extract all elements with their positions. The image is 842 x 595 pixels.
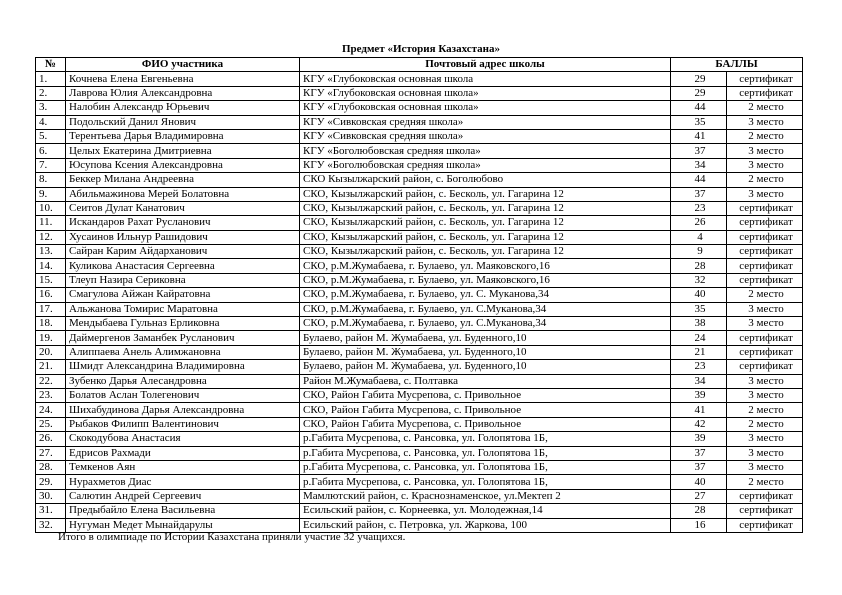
result-value: 3 место — [727, 317, 803, 331]
school-address: СКО, р.М.Жумабаева, г. Булаево, ул. С.Муканова,34 — [300, 317, 671, 331]
participant-name: Куликова Анастасия Сергеевна — [66, 259, 300, 273]
result-value: 3 место — [727, 187, 803, 201]
school-address: СКО, Кызылжарский район, с. Бесколь, ул. Гагарина 12 — [300, 187, 671, 201]
table-row — [36, 72, 803, 86]
result-value: сертификат — [727, 259, 803, 273]
table-row — [36, 158, 803, 172]
school-address: Булаево, район М. Жумабаева, ул. Буденного,10 — [300, 345, 671, 359]
result-value: сертификат — [727, 230, 803, 244]
participant-name: Салютин Андрей Сергеевич — [66, 489, 300, 503]
row-number: 13. — [36, 245, 66, 259]
school-address: р.Габита Мусрепова, с. Рансовка, ул. Голопятова 1Б, — [300, 446, 671, 460]
result-value: 3 место — [727, 158, 803, 172]
row-number: 20. — [36, 345, 66, 359]
participant-name: Мендыбаева Гульназ Ерликовна — [66, 317, 300, 331]
row-number: 15. — [36, 273, 66, 287]
table-row — [36, 388, 803, 402]
row-number: 16. — [36, 288, 66, 302]
school-address: р.Габита Мусрепова, с. Рансовка, ул. Голопятова 1Б, — [300, 432, 671, 446]
participant-name: Смагулова Айжан Кайратовна — [66, 288, 300, 302]
row-number: 6. — [36, 144, 66, 158]
score-value: 37 — [671, 446, 727, 460]
participant-name: Сайран Карим Айдарханович — [66, 245, 300, 259]
table-row — [36, 273, 803, 287]
score-value: 44 — [671, 101, 727, 115]
table-row — [36, 374, 803, 388]
school-address: Булаево, район М. Жумабаева, ул. Буденного,10 — [300, 360, 671, 374]
table-row — [36, 446, 803, 460]
table-row — [36, 417, 803, 431]
school-address: КГУ «Боголюбовская средняя школа» — [300, 144, 671, 158]
score-value: 32 — [671, 273, 727, 287]
participant-name: Скокодубова Анастасия — [66, 432, 300, 446]
school-address: КГУ «Глубоковская основная школа» — [300, 86, 671, 100]
table-row — [36, 245, 803, 259]
result-value: сертификат — [727, 72, 803, 86]
row-number: 7. — [36, 158, 66, 172]
participant-name: Абильмажинова Мерей Болатовна — [66, 187, 300, 201]
table-row — [36, 144, 803, 158]
score-value: 4 — [671, 230, 727, 244]
row-number: 11. — [36, 216, 66, 230]
participant-name: Алиппаева Анель Алимжановна — [66, 345, 300, 359]
table-row — [36, 360, 803, 374]
school-address: КГУ «Сивковская средняя школа» — [300, 129, 671, 143]
table-row — [36, 230, 803, 244]
table-row — [36, 173, 803, 187]
score-value: 26 — [671, 216, 727, 230]
participant-name: Кочнева Елена Евгеньевна — [66, 72, 300, 86]
header-address: Почтовый адрес школы — [300, 58, 671, 72]
result-value: 2 место — [727, 101, 803, 115]
school-address: СКО, р.М.Жумабаева, г. Булаево, ул. Маяковского,16 — [300, 259, 671, 273]
row-number: 26. — [36, 432, 66, 446]
school-address: КГУ «Сивковская средняя школа» — [300, 115, 671, 129]
header-num: № — [36, 58, 66, 72]
row-number: 27. — [36, 446, 66, 460]
participant-name: Шихабудинова Дарья Александровна — [66, 403, 300, 417]
result-value: сертификат — [727, 489, 803, 503]
result-value: сертификат — [727, 201, 803, 215]
score-value: 23 — [671, 360, 727, 374]
school-address: Мамлютский район, с. Краснознаменское, ул.Мектеп 2 — [300, 489, 671, 503]
school-address: Есильский район, с. Петровка, ул. Жаркова, 100 — [300, 518, 671, 532]
score-value: 34 — [671, 158, 727, 172]
school-address: КГУ «Глубоковская основная школа» — [300, 101, 671, 115]
table-row — [36, 101, 803, 115]
table-row — [36, 129, 803, 143]
participant-name: Лаврова Юлия Александровна — [66, 86, 300, 100]
header-name: ФИО участника — [66, 58, 300, 72]
school-address: р.Габита Мусрепова, с. Рансовка, ул. Голопятова 1Б, — [300, 460, 671, 474]
row-number: 23. — [36, 388, 66, 402]
school-address: СКО Кызылжарский район, с. Боголюбово — [300, 173, 671, 187]
footer-summary: Итого в олимпиаде по Истории Казахстана приняли участие 32 учащихся. — [58, 531, 406, 543]
table-header-row — [36, 58, 803, 72]
table-row — [36, 403, 803, 417]
table-row — [36, 331, 803, 345]
participant-name: Альжанова Томирис Маратовна — [66, 302, 300, 316]
score-value: 37 — [671, 144, 727, 158]
participant-name: Тлеуп Назира Сериковна — [66, 273, 300, 287]
table-row — [36, 187, 803, 201]
result-value: 2 место — [727, 417, 803, 431]
row-number: 12. — [36, 230, 66, 244]
results-table — [35, 57, 803, 533]
participant-name: Подольский Данил Янович — [66, 115, 300, 129]
row-number: 30. — [36, 489, 66, 503]
result-value: сертификат — [727, 331, 803, 345]
result-value: сертификат — [727, 360, 803, 374]
result-value: сертификат — [727, 245, 803, 259]
result-value: 3 место — [727, 115, 803, 129]
score-value: 23 — [671, 201, 727, 215]
score-value: 34 — [671, 374, 727, 388]
participant-name: Хусаинов Ильнур Рашидович — [66, 230, 300, 244]
score-value: 40 — [671, 475, 727, 489]
row-number: 19. — [36, 331, 66, 345]
participant-name: Искандаров Рахат Русланович — [66, 216, 300, 230]
result-value: 3 место — [727, 302, 803, 316]
table-row — [36, 432, 803, 446]
participant-name: Нугуман Медет Мынайдарулы — [66, 518, 300, 532]
row-number: 10. — [36, 201, 66, 215]
result-value: 2 место — [727, 129, 803, 143]
row-number: 29. — [36, 475, 66, 489]
row-number: 5. — [36, 129, 66, 143]
school-address: КГУ «Глубоковская основная школа — [300, 72, 671, 86]
score-value: 21 — [671, 345, 727, 359]
school-address: Есильский район, с. Корнеевка, ул. Молодежная,14 — [300, 504, 671, 518]
score-value: 29 — [671, 86, 727, 100]
table-row — [36, 201, 803, 215]
score-value: 35 — [671, 115, 727, 129]
school-address: Булаево, район М. Жумабаева, ул. Буденного,10 — [300, 331, 671, 345]
school-address: СКО, р.М.Жумабаева, г. Булаево, ул. Маяковского,16 — [300, 273, 671, 287]
participant-name: Едрисов Рахмади — [66, 446, 300, 460]
row-number: 4. — [36, 115, 66, 129]
document-title: Предмет «История Казахстана» — [341, 43, 501, 55]
row-number: 25. — [36, 417, 66, 431]
score-value: 16 — [671, 518, 727, 532]
table-row — [36, 216, 803, 230]
result-value: 3 место — [727, 144, 803, 158]
result-value: 3 место — [727, 446, 803, 460]
school-address: СКО, р.М.Жумабаева, г. Булаево, ул. С.Муканова,34 — [300, 302, 671, 316]
result-value: сертификат — [727, 216, 803, 230]
table-row — [36, 345, 803, 359]
header-score: БАЛЛЫ — [671, 58, 803, 72]
school-address: р.Габита Мусрепова, с. Рансовка, ул. Голопятова 1Б, — [300, 475, 671, 489]
score-value: 24 — [671, 331, 727, 345]
table-row — [36, 288, 803, 302]
result-value: 2 место — [727, 403, 803, 417]
table-row — [36, 504, 803, 518]
score-value: 29 — [671, 72, 727, 86]
participant-name: Юсупова Ксения Александровна — [66, 158, 300, 172]
participant-name: Терентьева Дарья Владимировна — [66, 129, 300, 143]
row-number: 14. — [36, 259, 66, 273]
score-value: 35 — [671, 302, 727, 316]
score-value: 39 — [671, 432, 727, 446]
table-row — [36, 489, 803, 503]
score-value: 39 — [671, 388, 727, 402]
score-value: 38 — [671, 317, 727, 331]
school-address: СКО, Кызылжарский район, с. Бесколь, ул. Гагарина 12 — [300, 245, 671, 259]
school-address: СКО, Район Габита Мусрепова, с. Привольное — [300, 403, 671, 417]
row-number: 24. — [36, 403, 66, 417]
result-value: сертификат — [727, 518, 803, 532]
school-address: СКО, Кызылжарский район, с. Бесколь, ул. Гагарина 12 — [300, 216, 671, 230]
school-address: Район М.Жумабаева, с. Полтавка — [300, 374, 671, 388]
row-number: 32. — [36, 518, 66, 532]
row-number: 28. — [36, 460, 66, 474]
participant-name: Беккер Милана Андреевна — [66, 173, 300, 187]
row-number: 3. — [36, 101, 66, 115]
result-value: 2 место — [727, 475, 803, 489]
result-value: 2 место — [727, 173, 803, 187]
school-address: КГУ «Боголюбовская средняя школа» — [300, 158, 671, 172]
school-address: СКО, Кызылжарский район, с. Бесколь, ул. Гагарина 12 — [300, 230, 671, 244]
score-value: 9 — [671, 245, 727, 259]
score-value: 42 — [671, 417, 727, 431]
row-number: 2. — [36, 86, 66, 100]
row-number: 31. — [36, 504, 66, 518]
score-value: 37 — [671, 187, 727, 201]
row-number: 22. — [36, 374, 66, 388]
result-value: 2 место — [727, 288, 803, 302]
table-row — [36, 475, 803, 489]
row-number: 9. — [36, 187, 66, 201]
result-value: 3 место — [727, 460, 803, 474]
participant-name: Сеитов Дулат Канатович — [66, 201, 300, 215]
participant-name: Темкенов Аян — [66, 460, 300, 474]
result-value: сертификат — [727, 504, 803, 518]
result-value: 3 место — [727, 374, 803, 388]
participant-name: Болатов Аслан Толегенович — [66, 388, 300, 402]
participant-name: Рыбаков Филипп Валентинович — [66, 417, 300, 431]
score-value: 28 — [671, 504, 727, 518]
result-value: сертификат — [727, 273, 803, 287]
table-row — [36, 302, 803, 316]
school-address: СКО, р.М.Жумабаева, г. Булаево, ул. С. Муканова,34 — [300, 288, 671, 302]
participant-name: Нурахметов Диас — [66, 475, 300, 489]
row-number: 8. — [36, 173, 66, 187]
table-row — [36, 460, 803, 474]
row-number: 21. — [36, 360, 66, 374]
row-number: 1. — [36, 72, 66, 86]
result-value: 3 место — [727, 388, 803, 402]
participant-name: Даймергенов Заманбек Русланович — [66, 331, 300, 345]
result-value: сертификат — [727, 86, 803, 100]
score-value: 27 — [671, 489, 727, 503]
result-value: 3 место — [727, 432, 803, 446]
participant-name: Налобин Александр Юрьевич — [66, 101, 300, 115]
school-address: СКО, Район Габита Мусрепова, с. Привольное — [300, 388, 671, 402]
participant-name: Целых Екатерина Дмитриевна — [66, 144, 300, 158]
score-value: 41 — [671, 403, 727, 417]
table-row — [36, 259, 803, 273]
table-row — [36, 86, 803, 100]
participant-name: Зубенко Дарья Алесандровна — [66, 374, 300, 388]
table-row — [36, 317, 803, 331]
score-value: 28 — [671, 259, 727, 273]
score-value: 41 — [671, 129, 727, 143]
result-value: сертификат — [727, 345, 803, 359]
school-address: СКО, Район Габита Мусрепова, с. Привольное — [300, 417, 671, 431]
participant-name: Предыбайло Елена Васильевна — [66, 504, 300, 518]
score-value: 44 — [671, 173, 727, 187]
score-value: 37 — [671, 460, 727, 474]
school-address: СКО, Кызылжарский район, с. Бесколь, ул. Гагарина 12 — [300, 201, 671, 215]
score-value: 40 — [671, 288, 727, 302]
table-row — [36, 115, 803, 129]
participant-name: Шмидт Александрина Владимировна — [66, 360, 300, 374]
row-number: 18. — [36, 317, 66, 331]
table-body — [36, 72, 803, 533]
row-number: 17. — [36, 302, 66, 316]
